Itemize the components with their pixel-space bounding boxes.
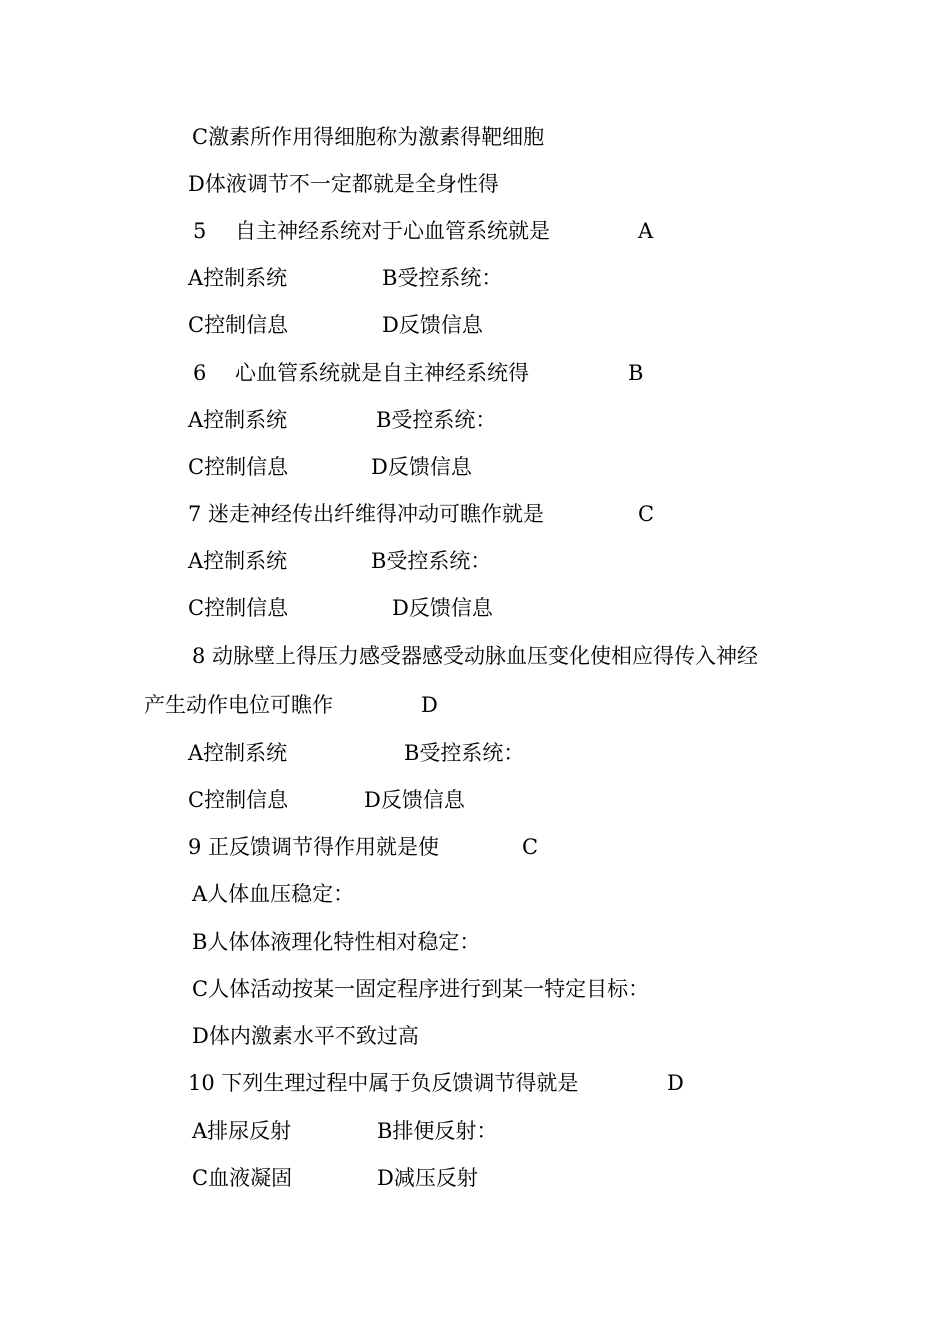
question-8-line-1: 8 动脉壁上得压力感受器感受动脉血压变化使相应得传入神经 [192, 644, 759, 668]
option-d-q6: D反馈信息 [371, 455, 472, 479]
option-d-q10: D减压反射 [377, 1166, 478, 1190]
question-10: 10 下列生理过程中属于负反馈调节得就是 [188, 1071, 579, 1095]
option-a-q6: A控制系统 [188, 408, 288, 432]
option-c-q7: C控制信息 [188, 596, 289, 620]
question-number-5: 5 [193, 219, 207, 243]
option-d-q4: D体液调节不一定都就是全身性得 [188, 172, 499, 196]
option-b-q8: B受控系统： [404, 741, 525, 765]
option-d-q8: D反馈信息 [364, 788, 465, 812]
option-c-q9: C人体活动按某一固定程序进行到某一特定目标： [192, 977, 650, 1001]
option-a-q7: A控制系统 [188, 549, 288, 573]
question-8-line-2: 产生动作电位可瞧作 [144, 693, 333, 717]
option-a-q8: A控制系统 [188, 741, 288, 765]
question-number-6: 6 [193, 361, 207, 385]
answer-8: D [421, 693, 438, 717]
question-text-5: 自主神经系统对于心血管系统就是 [235, 219, 550, 243]
question-7: 7 迷走神经传出纤维得冲动可瞧作就是 [188, 502, 545, 526]
option-b-q9: B人体体液理化特性相对稳定： [192, 930, 481, 954]
option-c-q10: C血液凝固 [192, 1166, 293, 1190]
option-d-q5: D反馈信息 [382, 313, 483, 337]
option-c-q4: C激素所作用得细胞称为激素得靶细胞 [192, 125, 545, 149]
option-d-q7: D反馈信息 [392, 596, 493, 620]
option-a-q10: A排尿反射 [192, 1119, 292, 1143]
option-a-q5: A控制系统 [188, 266, 288, 290]
answer-5: A [638, 219, 654, 243]
option-c-q5: C控制信息 [188, 313, 289, 337]
option-b-q6: B受控系统： [376, 408, 497, 432]
option-b-q5: B受控系统： [382, 266, 503, 290]
option-c-q8: C控制信息 [188, 788, 289, 812]
option-b-q10: B排便反射： [377, 1119, 498, 1143]
option-c-q6: C控制信息 [188, 455, 289, 479]
option-a-q9: A人体血压稳定： [192, 882, 355, 906]
question-text-6: 心血管系统就是自主神经系统得 [235, 361, 529, 385]
answer-7: C [638, 502, 655, 526]
question-9: 9 正反馈调节得作用就是使 [188, 835, 440, 859]
answer-9: C [522, 835, 539, 859]
answer-6: B [628, 361, 644, 385]
option-d-q9: D体内激素水平不致过高 [192, 1024, 419, 1048]
answer-10: D [667, 1071, 684, 1095]
option-b-q7: B受控系统： [371, 549, 492, 573]
